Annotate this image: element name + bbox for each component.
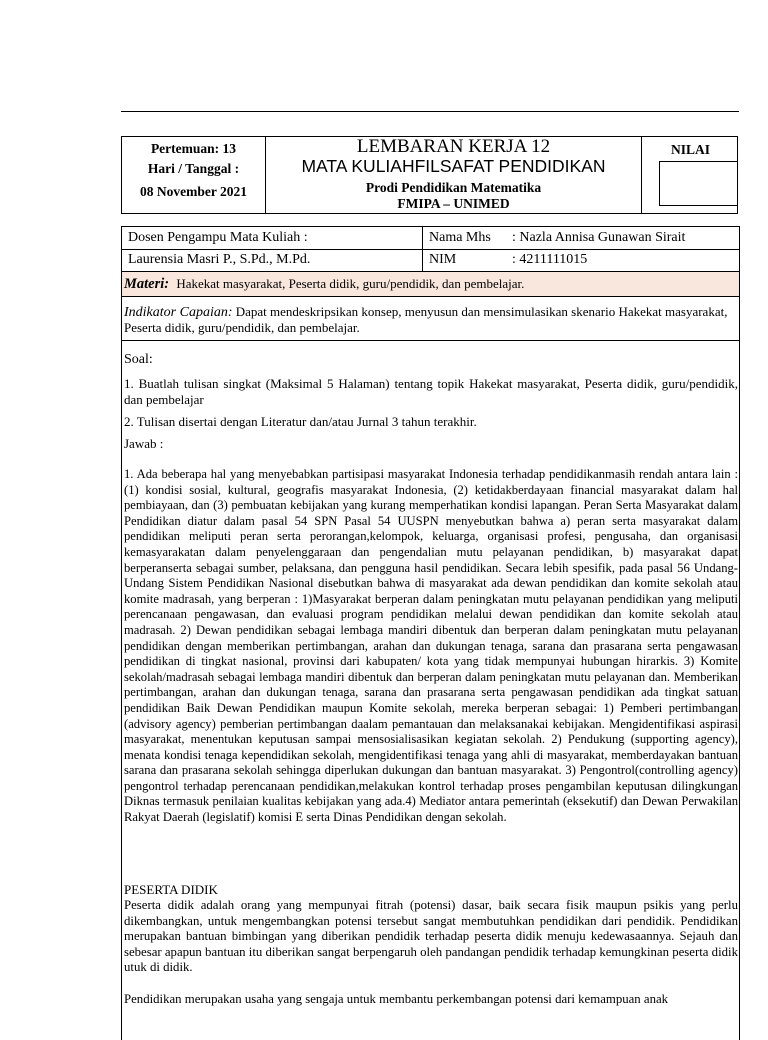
peserta-didik-heading: PESERTA DIDIK: [124, 882, 218, 897]
question-2: 2. Tulisan disertai dengan Literatur dan/atau Jurnal 3 tahun terakhir.: [124, 414, 477, 429]
lecturer-label: Dosen Pengampu Mata Kuliah :: [128, 230, 308, 245]
faculty: FMIPA – UNIMED: [397, 196, 510, 211]
student-name-label: Nama Mhs: [429, 230, 491, 245]
indicator-label: Indikator Capaian:: [124, 305, 233, 320]
info-row-divider: [122, 249, 739, 250]
lecturer-name: Laurensia Masri P., S.Pd., M.Pd.: [128, 252, 311, 267]
topic-text: Hakekat masyarakat, Peserta didik, guru/pendidik, dan pembelajar.: [176, 276, 525, 291]
topic-label: Materi:: [124, 276, 170, 292]
question-1: 1. Buatlah tulisan singkat (Maksimal 5 Halaman) tentang topik Hakekat masyarakat, Peserta didik, guru/pendidik, dan pembelajar: [124, 376, 738, 407]
topic-row: [121, 271, 740, 297]
study-program: Prodi Pendidikan Matematika: [365, 180, 542, 195]
answer-label: Jawab :: [124, 436, 164, 451]
question-answer-section: [121, 340, 740, 1040]
worksheet-title-block: [266, 137, 641, 213]
student-id-value: : 4211111015: [512, 252, 588, 267]
grade-label: NILAI: [670, 142, 710, 157]
student-id-label: NIM: [429, 252, 457, 267]
course-title: MATA KULIAHFILSAFAT PENDIDIKAN: [301, 156, 606, 176]
answer-paragraph-1: 1. Ada beberapa hal yang menyebabkan partisipasi masyarakat Indonesia terhadap pendidikanmasih rendah antara lain : (1) kondisi sosial, kultural, geografis masyarakat Indonesia, (2) ketidakberdayaan financial masyarakat dalam hal pembiayaan, dan (3) pembuatan kebijakan yang kurang memperhatikan kondisi lapangan. Peran Serta Masyarakat dalam Pendidikan diatur dalam pasal 54 SPN Pasal 54 UUSPN menyebutkan bahwa a) peran serta masyarakat dalam pendidikan meliputi peran serta perorangan,kelompok, keluarga, organisasi profesi, pengusaha, dan organisasi kemasyarakatan dalam penyelenggaraan dan pengendalian mutu pelayanan pendidikan, b) masyarakat dapat berperanserta sebagai sumber, pelaksana, dan pengguna hasil pendidikan. Secara lebih spesifik, pada pasal 56 Undang-Undang Sistem Pendidikan Nasional disebutkan bahwa di masyarakat ada dewan pendidikan dan komite sekolah atau komite madrasah, yang berperan : 1)Masyarakat berperan dalam peningkatan mutu pelayanan pendidikan yang meliputi perencanaan pengawasan, dan evaluasi program pendidikan melalui dewan pendidikan dan komite sekolah atau madrasah. 2) Dewan pendidikan sebagai lembaga mandiri dibentuk dan berperan dalam peningkatan mutu pelayanan pendidikan dengan memberikan pertimbangan, arahan dan dukungan tenaga, sarana dan prasarana serta pengawasan pendidikan di tingkat nasional, provinsi dari kabupaten/ kota yang tidak mempunyai hubungan hirarkis. 3) Komite sekolah/madrasah sebagai lembaga mandiri dibentuk dan berperan dalam peningkatan mutu pelayanan dan. Memberikan pertimbangan, arahan dan dukungan tenaga, sarana dan prasarana serta pengawasan pendidikan ada tingkat satuan pendidikan Baik Dewan Pendidikan maupun Komite sekolah, mereka berperan sebagai: 1) Pemberi pertimbangan (advisory agency) pemberian pertimbangan daalam pemantauan dan melaksanakai kebijakan. Mengidentifikasi aspirasi masyarakat, menentukan keputusan sampai mensosialisasikan kegiatan sekolah. 2) Pendukung (supporting agency), menata kondisi tenaga kependidikan sekolah, mengidentifikasi tenaga yang ahli di masyarakat, memberdayakan bantuan sarana dan prasarana sekolah sehingga diperlukan dukungan dan bantuan masyarakat. 3) Pengontrol(controlling agency) pengontrol terhadap perencanaan pendidikan,melakukan kontrol terhadap proses pengambilan keputusan dilingkungan Diknas termasuk penilaian kualitas kebijakan yang ada.4) Mediator antara pemerintah (eksekutif) dan Dewan Perwakilan Rakyat Daerah (legislatif) komisi E serta Dinas Pendidikan dengan sekolah.: [124, 467, 738, 825]
grade-box: [659, 161, 738, 206]
worksheet-header: [121, 136, 738, 214]
student-name-value: : Nazla Annisa Gunawan Sirait: [512, 230, 686, 245]
learning-indicator: [121, 296, 740, 341]
meeting-number: Pertemuan: 13: [150, 141, 237, 156]
closing-paragraph: Pendidikan merupakan usaha yang sengaja untuk membantu perkembangan potensi dari kemampuan anak: [124, 992, 669, 1006]
indicator-text: Dapat mendeskripsikan konsep, menyusun dan mensimulasikan skenario Hakekat masyarakat, Peserta didik, guru/pendidik, dan pembelajar.: [124, 304, 728, 335]
worksheet-title: LEMBARAN KERJA 12: [356, 136, 551, 157]
grade-cell: [641, 137, 739, 213]
day-date-label: Hari / Tanggal :: [147, 161, 240, 176]
peserta-didik-paragraph: Peserta didik adalah orang yang mempunyai fitrah (potensi) dasar, baik secara fisik maupun psikis yang perlu dikembangkan, untuk mengembangkan potensi tersebut sangat membutuhkan pendidikan dari pendidik. Pendidikan merupakan bantuan bimbingan yang diberikan pendidik terhadap peserta didik menuju kedewasaannya. Sejauh dan sebesar apapun bantuan itu diberikan sangat berpengaruh oleh pandangan pendidik terhadap kemungkinan peserta didik utuk di didik.: [124, 898, 738, 975]
meeting-info: [122, 137, 266, 213]
info-table: [121, 226, 740, 272]
top-rule: [121, 111, 739, 112]
questions-label: Soal:: [124, 352, 153, 367]
meeting-date: 08 November 2021: [140, 184, 247, 199]
